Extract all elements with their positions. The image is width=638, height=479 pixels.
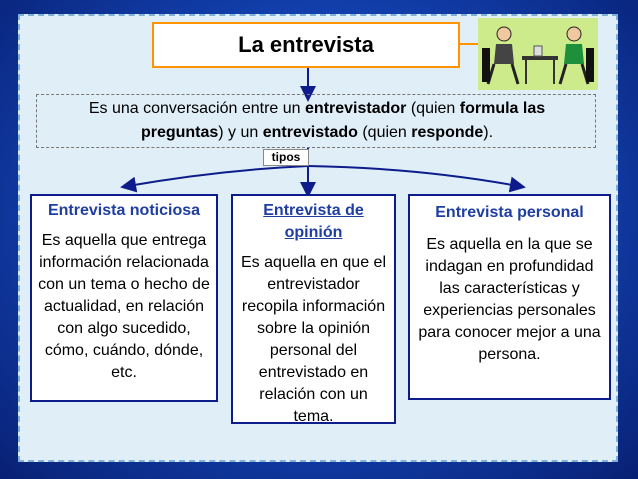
types-label: tipos bbox=[263, 149, 309, 166]
card-body: Es aquella que entrega información relacionada con un tema o hecho de actualidad, en relación con algo sucedido, cómo, cuándo, dónde, etc. bbox=[38, 232, 210, 381]
definition-part: Es una conversación entre un bbox=[88, 100, 306, 117]
arrow-left bbox=[128, 166, 308, 186]
card-title: Entrevista personal bbox=[435, 204, 584, 221]
arrow-right bbox=[308, 166, 518, 186]
card-noticiosa bbox=[30, 194, 218, 402]
definition-part: ) y un bbox=[218, 124, 263, 141]
definition-term-respond: responde bbox=[411, 124, 484, 141]
definition-term-interviewer: entrevistador bbox=[305, 100, 407, 117]
card-opinion bbox=[231, 194, 396, 424]
definition-text bbox=[50, 97, 584, 145]
definition-part: (quien bbox=[406, 100, 460, 117]
interview-clipart-icon bbox=[478, 18, 598, 90]
card-title: Entrevista noticiosa bbox=[47, 202, 201, 219]
card-body: Es aquella en la que se indagan en profundidad las características y experiencias personales para conocer mejor a una persona. bbox=[418, 236, 601, 363]
card-title: Entrevista de opinión bbox=[263, 202, 364, 241]
definition-term-ask: formula las preguntas bbox=[140, 100, 546, 141]
definition-part: (quien bbox=[357, 124, 412, 141]
definition-part: ). bbox=[483, 124, 494, 141]
card-personal bbox=[408, 194, 611, 400]
card-body: Es aquella en que el entrevistador recopila información sobre la opinión personal del entrevistado en relación con un tema. bbox=[241, 254, 386, 425]
definition-term-interviewee: entrevistado bbox=[262, 124, 358, 141]
page-title: La entrevista bbox=[152, 22, 460, 68]
